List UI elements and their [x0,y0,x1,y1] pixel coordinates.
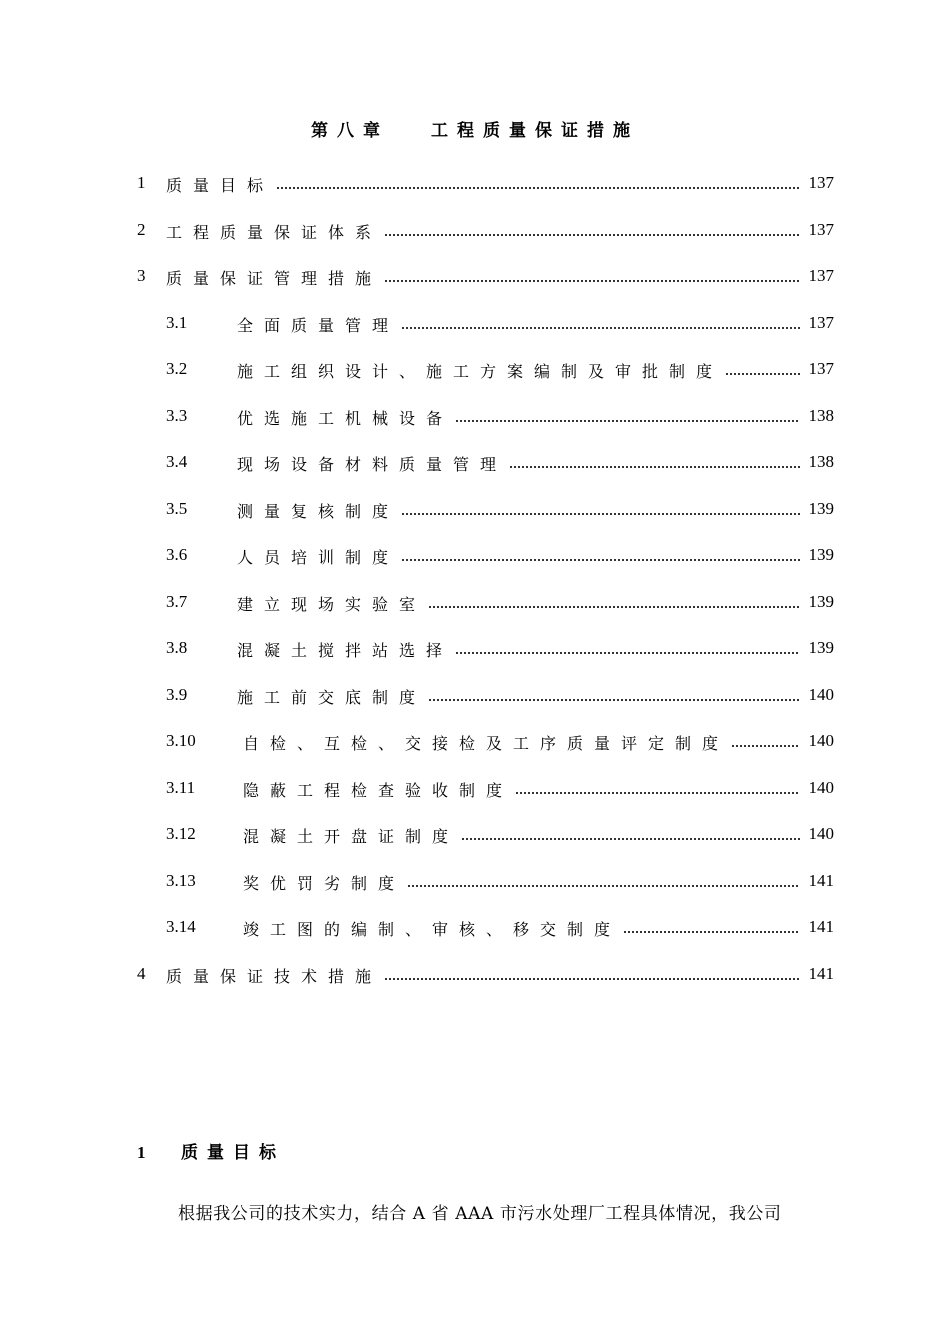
toc-entry-page: 140 [808,777,834,797]
toc-entry-number: 3.9 [166,684,188,704]
toc-entry[interactable] [0,778,950,802]
toc-entry[interactable] [0,917,950,941]
toc-entry-number: 3.6 [166,545,188,564]
toc-entry-label: 质量保证技术措施 [166,966,383,986]
toc-entry-page: 137 [808,312,834,332]
toc-entry-number: 3.8 [166,638,188,657]
toc-entry-label: 施工组织设计、施工方案编制及审批制度 [237,362,724,381]
toc-entry-label: 质量目标 [166,176,275,195]
toc-entry-label: 全面质量管理 [237,315,400,335]
toc-leader-dots [384,229,800,237]
toc-entry[interactable] [0,406,950,430]
toc-entry[interactable] [0,313,950,337]
toc-leader-dots [455,647,800,655]
toc-entry-page: 137 [808,266,834,285]
toc-entry[interactable] [0,964,950,988]
toc-entry-label: 混凝土搅拌站选择 [237,641,454,660]
toc-entry-label: 测量复核制度 [237,501,400,521]
toc-entry-number: 1 [137,173,146,192]
toc-entry[interactable] [0,592,950,616]
section-title: 质量目标 [181,1143,285,1163]
toc-leader-dots [455,415,800,423]
toc-leader-dots [401,554,800,562]
toc-entry-number: 3.14 [166,917,196,936]
toc-entry-page: 139 [808,591,834,611]
toc-entry-number: 3.10 [166,731,196,750]
toc-entry-label: 施工前交底制度 [237,687,427,707]
toc-entry-label: 自检、互检、交接检及工序质量评定制度 [243,734,730,753]
toc-leader-dots [731,740,800,748]
toc-leader-dots [428,601,800,609]
toc-entry-number: 2 [137,219,146,239]
toc-entry-page: 141 [808,917,834,936]
toc-entry-number: 3.13 [166,870,196,890]
toc-leader-dots [515,787,800,795]
toc-leader-dots [461,833,800,841]
toc-entry-page: 138 [808,452,834,471]
toc-entry-number: 3.1 [166,312,188,332]
toc-leader-dots [428,694,800,702]
toc-entry-page: 141 [808,963,834,983]
toc-leader-dots [509,461,800,469]
toc-entry[interactable] [0,266,950,290]
toc-entry[interactable] [0,220,950,244]
toc-entry-number: 3.11 [166,777,196,797]
toc-entry-page: 137 [808,173,834,192]
toc-entry-page: 137 [808,219,834,239]
toc-entry[interactable] [0,685,950,709]
toc-entry-page: 138 [808,405,834,425]
toc-entry-label: 质量保证管理措施 [166,269,383,288]
toc-leader-dots [401,508,800,516]
toc-entry-number: 3 [137,266,146,285]
toc-entry-label: 工程质量保证体系 [166,222,383,242]
toc-entry-number: 3.2 [166,359,188,378]
toc-leader-dots [384,973,800,981]
toc-entry[interactable] [0,871,950,895]
toc-entry-label: 建立现场实验室 [237,594,427,614]
toc-entry-page: 139 [808,638,834,657]
toc-entry-page: 140 [808,824,834,843]
toc-entry[interactable] [0,173,950,197]
body-paragraph: 根据我公司的技术实力，结合 A 省 AAA 市污水处理厂工程具体情况，我公司 [178,1204,782,1224]
toc-entry[interactable] [0,499,950,523]
toc-entry[interactable] [0,638,950,662]
toc-entry-number: 3.5 [166,498,188,518]
toc-entry-label: 人员培训制度 [237,548,400,567]
toc-entry-label: 现场设备材料质量管理 [237,455,508,474]
section-heading [137,1138,285,1163]
toc-entry-label: 奖优罚劣制度 [243,873,406,893]
toc-entry-label: 隐蔽工程检查验收制度 [243,780,514,800]
toc-entry-page: 140 [808,731,834,750]
toc-leader-dots [276,182,800,190]
toc-entry[interactable] [0,452,950,476]
toc-entry[interactable] [0,824,950,848]
toc-entry[interactable] [0,545,950,569]
toc-entry-page: 141 [808,870,834,890]
toc-entry-number: 4 [137,963,146,983]
toc-leader-dots [401,322,800,330]
toc-leader-dots [384,275,800,283]
chapter-name: 工程质量保证措施 [431,121,639,141]
section-number: 1 [137,1143,146,1162]
toc-leader-dots [725,368,800,376]
toc-entry-page: 137 [808,359,834,378]
chapter-title [0,116,950,141]
toc-entry[interactable] [0,731,950,755]
toc-entry-page: 140 [808,684,834,704]
toc-entry-label: 混凝土开盘证制度 [243,827,460,846]
toc-entry-number: 3.3 [166,405,188,425]
toc-entry-number: 3.12 [166,824,196,843]
chapter-number: 第八章 [311,121,389,141]
toc-entry-number: 3.4 [166,452,188,471]
toc-entry-page: 139 [808,498,834,518]
toc-entry-page: 139 [808,545,834,564]
toc-leader-dots [623,926,800,934]
toc-entry-number: 3.7 [166,591,188,611]
toc-entry-label: 优选施工机械设备 [237,408,454,428]
toc-entry-label: 竣工图的编制、审核、移交制度 [243,920,622,939]
toc-entry[interactable] [0,359,950,383]
toc-leader-dots [407,880,800,888]
